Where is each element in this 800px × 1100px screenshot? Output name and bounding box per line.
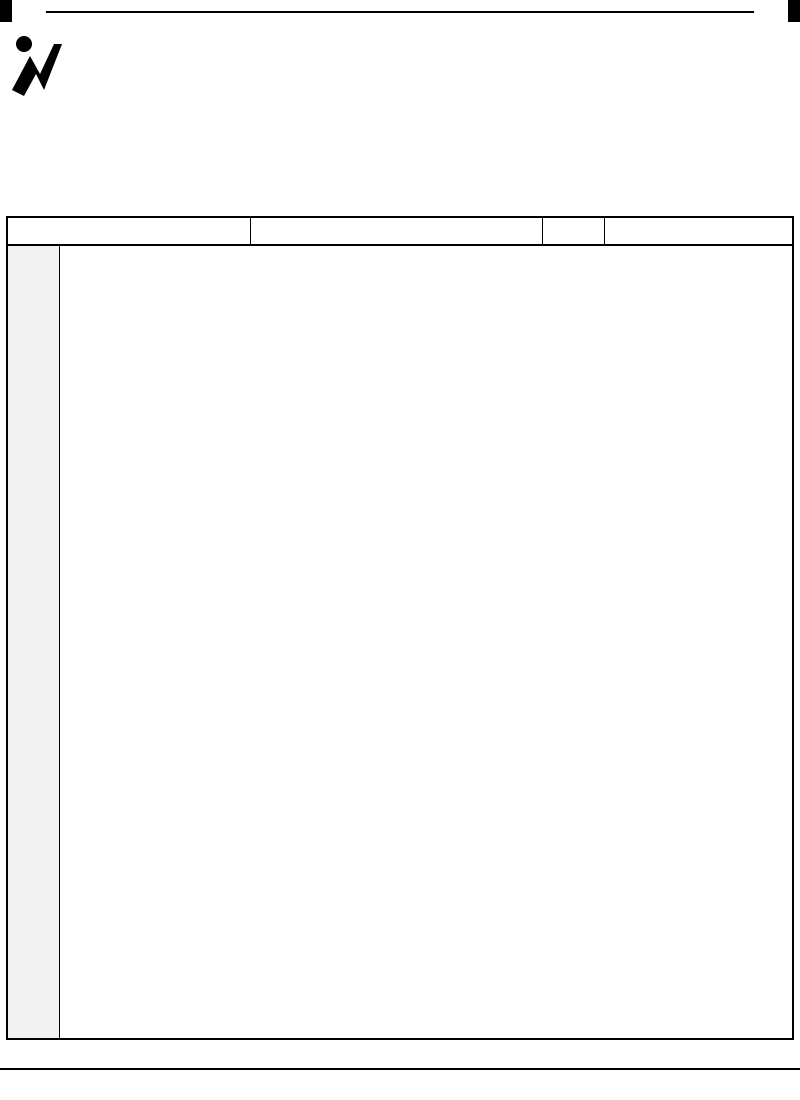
top-rule	[46, 11, 754, 13]
ad-label-left	[0, 0, 12, 22]
header-depart	[604, 218, 792, 244]
route-table	[6, 216, 794, 1040]
logo	[8, 30, 258, 100]
region-label	[8, 246, 60, 1038]
header-route	[8, 218, 250, 244]
page-footer	[0, 1078, 800, 1098]
header-divider	[604, 218, 605, 244]
table-header	[8, 218, 792, 246]
ad-label-right	[788, 0, 800, 22]
logo-mark-icon	[8, 30, 78, 100]
header-desc	[250, 218, 542, 244]
header-divider	[542, 218, 543, 244]
slogan	[0, 118, 800, 142]
header-price	[542, 218, 604, 244]
header-divider	[250, 218, 251, 244]
footer	[0, 1044, 800, 1070]
